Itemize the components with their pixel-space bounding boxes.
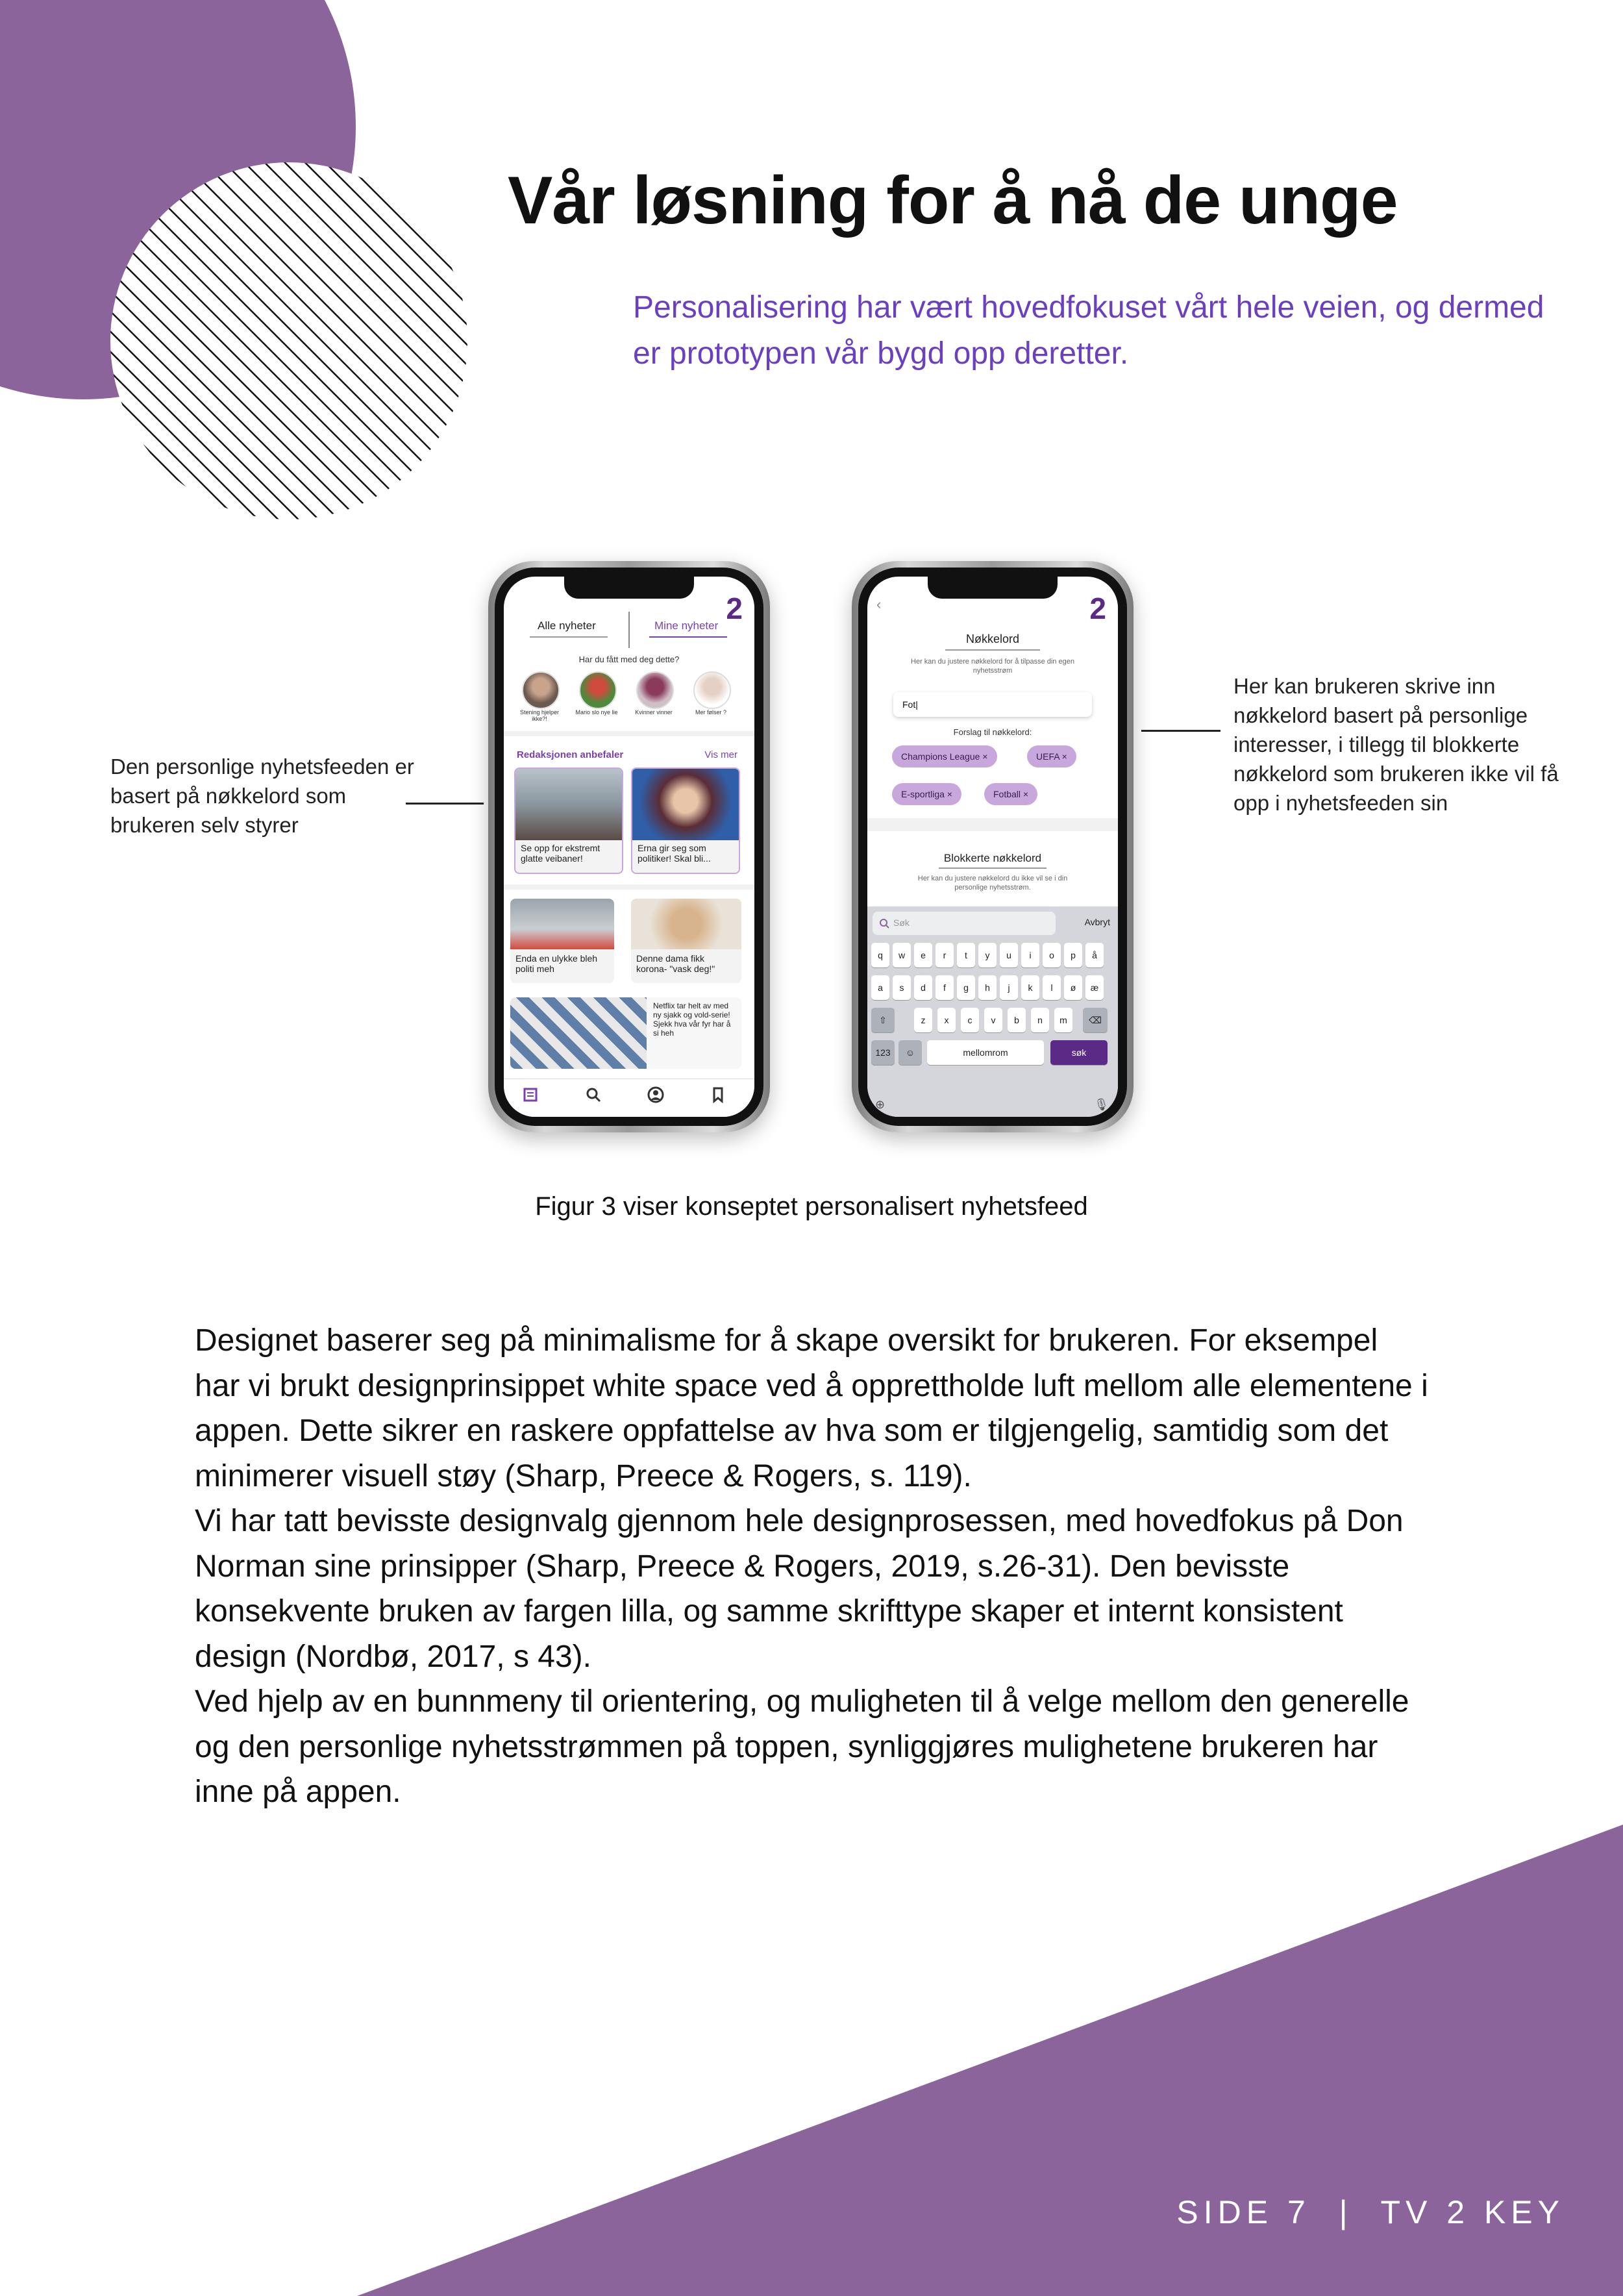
page-subtitle: Personalisering har vært hovedfokuset vårt hele veien, og dermed er prototypen vår bygd opp deretter.	[633, 290, 1544, 371]
annotation-left: Den personlige nyhetsfeeden er basert på nøkkelord som brukeren selv styrer	[110, 755, 414, 837]
back-icon[interactable]: ‹	[876, 596, 882, 612]
blocked-keywords-title: Blokkerte nøkkelord	[943, 852, 1042, 864]
feed-screen	[504, 577, 754, 1117]
keyboard-key[interactable]: n	[1031, 1008, 1049, 1032]
keyboard-key[interactable]: j	[1000, 975, 1018, 1000]
story-label: Kvinner vinner	[635, 709, 673, 716]
keyboard-key[interactable]: x	[937, 1008, 956, 1032]
section-title: Redaksjonen anbefaler	[517, 749, 624, 760]
story-label: Stening hjelper ikke?!	[519, 709, 560, 722]
keyword-input[interactable]: Fot|	[893, 692, 1092, 717]
news-icon[interactable]	[522, 1086, 540, 1104]
keyboard-key[interactable]: i	[1021, 943, 1039, 967]
news-card[interactable]	[631, 899, 741, 983]
keyboard-key[interactable]: ø	[1064, 975, 1082, 1000]
keyboard-key[interactable]: u	[1000, 943, 1018, 967]
keyword-chip[interactable]: Champions League ×	[892, 745, 997, 767]
keyboard-key[interactable]: s	[893, 975, 911, 1000]
keyboard-key[interactable]: m	[1054, 1008, 1072, 1032]
bookmark-icon[interactable]	[709, 1086, 727, 1104]
keyboard-key[interactable]: r	[935, 943, 954, 967]
search-placeholder: Søk	[893, 917, 910, 928]
phone-mockup-feed	[488, 561, 770, 1132]
keyboard-key[interactable]: v	[984, 1008, 1002, 1032]
emoji-key[interactable]: ☺	[898, 1040, 922, 1065]
story-avatar[interactable]	[522, 671, 560, 709]
blocked-keywords-description: Her kan du justere nøkkelord du ikke vil se i din personlige nyhetsstrøm.	[917, 875, 1068, 892]
body-text	[195, 1318, 1428, 1815]
keyboard	[867, 906, 1118, 1117]
figure-caption: Figur 3 viser konseptet personalisert nyhetsfeed	[535, 1192, 1088, 1221]
suggestions-title: Forslag til nøkkelord:	[953, 727, 1032, 737]
keyboard-key[interactable]: g	[957, 975, 975, 1000]
keyboard-key[interactable]: æ	[1085, 975, 1104, 1000]
keyword-chip[interactable]: Fotball ×	[984, 783, 1037, 805]
news-card[interactable]	[510, 899, 614, 983]
tab-alle-nyheter[interactable]: Alle nyheter	[538, 619, 596, 632]
keyboard-key[interactable]: y	[978, 943, 997, 967]
news-card-caption: Denne dama fikk korona- "vask deg!"	[636, 953, 715, 974]
body-paragraph: Ved hjelp av en bunnmeny til orientering, og muligheten til å velge mellom den generelle og den personlige nyhetsstrømmen på toppen, synliggjøres mulighetene brukeren har inne på appen.	[195, 1684, 1409, 1809]
news-card-caption: Se opp for ekstremt glatte veibaner!	[521, 843, 601, 864]
search-icon	[879, 918, 889, 929]
keyword-chip[interactable]: UEFA ×	[1027, 745, 1076, 767]
page-footer: SIDE 7 | TV 2 KEY	[1176, 2194, 1565, 2230]
stories-prompt: Har du fått med deg dette?	[578, 655, 680, 664]
keyboard-key[interactable]: l	[1043, 975, 1061, 1000]
keywords-title: Nøkkelord	[965, 632, 1020, 645]
body-paragraph: Designet baserer seg på minimalisme for å skape oversikt for brukeren. For eksempel har vi brukt designprinsippet white space ved å opprettholde luft mellom alle elementene i appen. Dette sikrer en raskere oppfattelse av hva som er tilgjengelig, samtidig som det minimerer visuell støy (Sharp, Preece & Rogers, s. 119).	[195, 1323, 1428, 1493]
keywords-screen	[867, 577, 1118, 1117]
keyboard-key[interactable]: å	[1085, 943, 1104, 967]
keyboard-key[interactable]: d	[914, 975, 932, 1000]
page-title: Vår løsning for å nå de unge	[508, 163, 1398, 238]
keyboard-key[interactable]: t	[957, 943, 975, 967]
keyboard-key[interactable]: f	[935, 975, 954, 1000]
keyword-chip[interactable]: E-sportliga ×	[892, 783, 961, 805]
keywords-description: Her kan du justere nøkkelord for å tilpasse din egen nyhetsstrøm	[911, 658, 1074, 675]
keyword-input-value: Fot	[902, 699, 916, 710]
keyboard-key[interactable]: e	[914, 943, 932, 967]
tab-mine-nyheter[interactable]: Mine nyheter	[654, 619, 719, 632]
story-label: Mer følser ?	[695, 709, 726, 716]
backspace-key[interactable]: ⌫	[1083, 1008, 1108, 1032]
cancel-button[interactable]: Avbryt	[1084, 917, 1110, 927]
news-card-caption: Erna gir seg som politiker! Skal bli...	[638, 843, 711, 864]
keyboard-key[interactable]: p	[1064, 943, 1082, 967]
keyboard-key[interactable]: w	[893, 943, 911, 967]
see-more-link[interactable]: Vis mer	[704, 749, 737, 760]
keyboard-key[interactable]: a	[871, 975, 889, 1000]
search-key[interactable]: søk	[1050, 1040, 1108, 1065]
microphone-icon[interactable]: 🎙	[1094, 1098, 1109, 1111]
annotation-right: Her kan brukeren skrive inn nøkkelord basert på personlige interesser, i tillegg til blokkerte nøkkelord som brukeren ikke vil få opp i nyhetsfeeden sin	[1233, 674, 1559, 815]
news-card[interactable]	[514, 767, 623, 874]
profile-icon[interactable]	[647, 1086, 665, 1104]
globe-icon[interactable]: ⊕	[875, 1098, 886, 1111]
keyboard-key[interactable]: o	[1043, 943, 1061, 967]
numbers-key[interactable]: 123	[871, 1040, 895, 1065]
news-card-caption: Netflix tar helt av med ny sjakk og vold-serie! Sjekk hva vår fyr har å si heh	[653, 1001, 731, 1038]
story-avatar[interactable]	[636, 671, 674, 709]
annotation-right-line	[1141, 730, 1220, 732]
phone-mockup-keywords	[852, 561, 1134, 1132]
space-key[interactable]: mellomrom	[927, 1040, 1044, 1065]
tv2-logo: 2	[726, 592, 743, 625]
news-card[interactable]	[510, 997, 741, 1069]
story-label: Mario slo nye lie	[575, 709, 618, 716]
annotation-left-line	[406, 803, 484, 805]
keyboard-key[interactable]: c	[961, 1008, 979, 1032]
story-avatar[interactable]	[579, 671, 617, 709]
shift-key[interactable]: ⇧	[871, 1008, 895, 1032]
story-avatar[interactable]	[693, 671, 731, 709]
news-card-caption: Enda en ulykke bleh politi meh	[515, 953, 598, 974]
keyboard-key[interactable]: h	[978, 975, 997, 1000]
tv2-logo: 2	[1089, 592, 1106, 625]
body-paragraph: Vi har tatt bevisste designvalg gjennom hele designprosessen, med hovedfokus på Don Norman sine prinsipper (Sharp, Preece & Rogers, 2019, s.26-31). Den bevisste konsekvente bruken av fargen lilla, og samme skrifttype skaper et internt konsistent design (Nordbø, 2017, s 43).	[195, 1504, 1404, 1674]
blocked-search-input[interactable]	[873, 912, 1056, 935]
keyboard-key[interactable]: q	[871, 943, 889, 967]
keyboard-key[interactable]: k	[1021, 975, 1039, 1000]
keyboard-key[interactable]: b	[1008, 1008, 1026, 1032]
keyboard-key[interactable]: z	[914, 1008, 932, 1032]
search-icon[interactable]	[584, 1086, 602, 1104]
news-card[interactable]	[631, 767, 740, 874]
